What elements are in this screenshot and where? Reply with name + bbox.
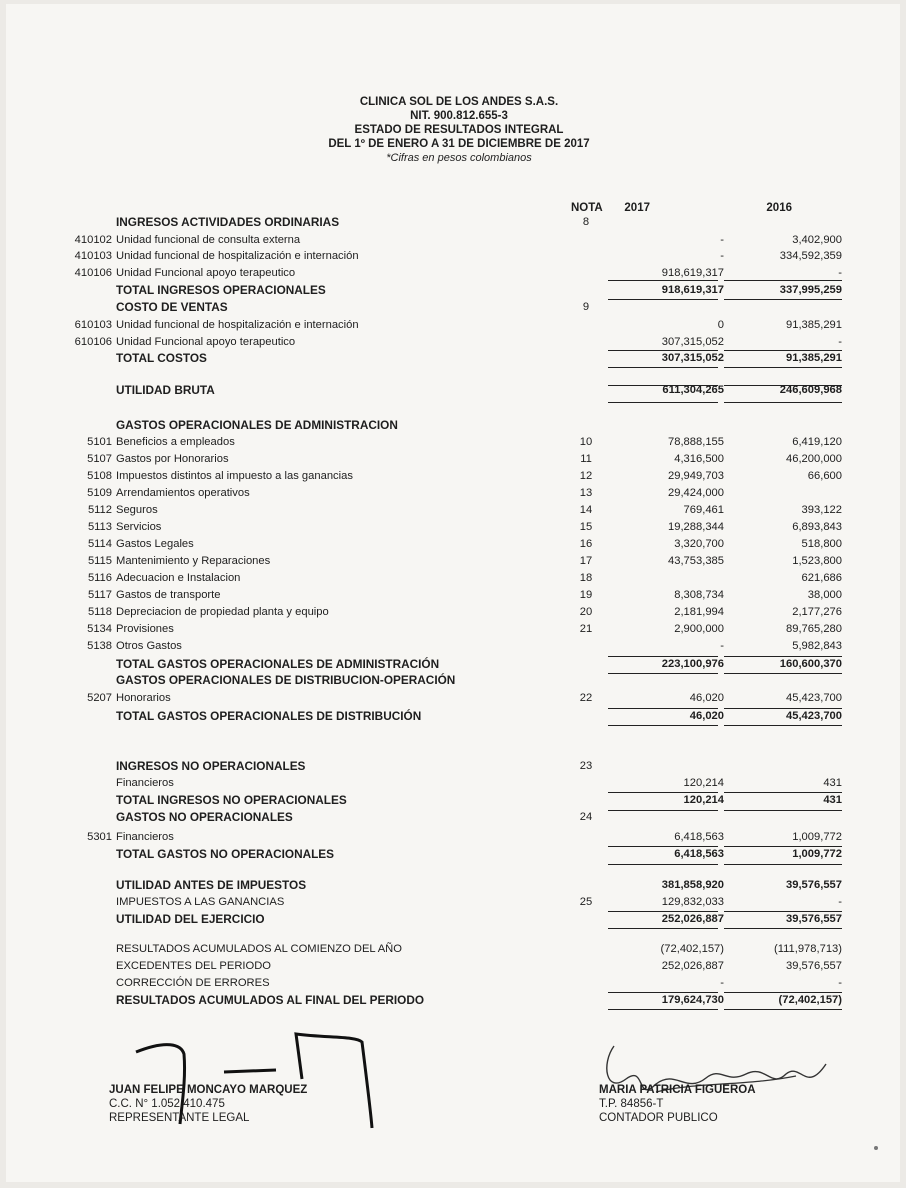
note-number: 25 (579, 896, 593, 908)
statement-row (6, 809, 906, 826)
account-label: TOTAL GASTOS NO OPERACIONALES (116, 847, 335, 861)
statement-row (6, 992, 906, 1009)
account-label: IMPUESTOS A LAS GANANCIAS (116, 896, 285, 908)
total-rule (724, 725, 842, 726)
value-2017: 129,832,033 (661, 896, 724, 908)
note-number: 12 (579, 470, 593, 482)
total-rule (724, 846, 842, 847)
account-code: 410103 (74, 250, 112, 262)
statement-row (6, 941, 906, 958)
signer-left-name: JUAN FELIPE MONCAYO MARQUEZ (109, 1084, 308, 1096)
value-2017: 6,418,563 (674, 848, 724, 860)
value-2016: 2,177,276 (792, 606, 842, 618)
account-label: Gastos de transporte (116, 589, 221, 601)
value-2017: 307,315,052 (661, 336, 724, 348)
note-number: 20 (579, 606, 593, 618)
statement-row (6, 282, 906, 299)
note-number: 16 (579, 538, 593, 550)
value-2017: 179,624,730 (661, 994, 724, 1006)
account-label: INGRESOS NO OPERACIONALES (116, 759, 306, 773)
account-label: INGRESOS ACTIVIDADES ORDINARIAS (116, 215, 340, 229)
value-2017: - (720, 234, 724, 246)
value-2016: 45,423,700 (786, 692, 842, 704)
value-2017: 120,214 (683, 777, 724, 789)
account-label: Impuestos distintos al impuesto a las ganancias (116, 470, 353, 482)
statement-row (6, 911, 906, 928)
signature-right (599, 1083, 756, 1125)
statement-row (6, 846, 906, 863)
total-rule (608, 725, 718, 726)
col-2016: 2016 (766, 202, 792, 214)
total-rule (724, 792, 842, 793)
total-rule (608, 673, 718, 674)
value-2016: 621,686 (801, 572, 842, 584)
value-2016: 39,576,557 (786, 913, 842, 925)
account-label: TOTAL INGRESOS OPERACIONALES (116, 283, 326, 297)
value-2016: - (838, 267, 842, 279)
statement-row (6, 604, 906, 621)
total-rule (724, 1009, 842, 1010)
value-2017: 19,288,344 (668, 521, 724, 533)
value-2017: 918,619,317 (661, 267, 724, 279)
value-2016: 66,600 (807, 470, 842, 482)
value-2017: 78,888,155 (668, 436, 724, 448)
account-code: 410106 (74, 267, 112, 279)
value-2017: 46,020 (689, 692, 724, 704)
value-2017: 29,949,703 (668, 470, 724, 482)
account-label: Honorarios (116, 692, 171, 704)
statement-row (6, 536, 906, 553)
note-number: 14 (579, 504, 593, 516)
note-number: 13 (579, 487, 593, 499)
total-rule (724, 911, 842, 912)
value-2017: 8,308,734 (674, 589, 724, 601)
account-code: 410102 (74, 234, 112, 246)
note-number: 10 (579, 436, 593, 448)
statement-row (6, 502, 906, 519)
value-2017: 611,304,265 (662, 384, 724, 396)
total-rule (608, 402, 718, 403)
account-label: Gastos Legales (116, 538, 194, 550)
total-rule (724, 280, 842, 281)
value-2016: 334,592,359 (779, 250, 842, 262)
account-code: 5113 (87, 521, 112, 533)
value-2017: 769,461 (683, 504, 724, 516)
account-code: 5301 (87, 831, 112, 843)
account-code: 5109 (87, 487, 112, 499)
signer-right-name: MARIA PATRICIA FIGUEROA (599, 1084, 756, 1096)
value-2017: - (720, 640, 724, 652)
account-label: Provisiones (116, 623, 174, 635)
total-rule (608, 928, 718, 929)
statement-row (6, 317, 906, 334)
value-2016: 39,576,557 (786, 879, 842, 891)
value-2016: 246,609,968 (779, 384, 842, 396)
value-2017: (72,402,157) (660, 943, 724, 955)
signature-left (109, 1083, 307, 1125)
statement-row (6, 975, 906, 992)
account-label: GASTOS OPERACIONALES DE ADMINISTRACION (116, 418, 398, 432)
value-2017: 252,026,887 (661, 913, 724, 925)
value-2016: 160,600,370 (779, 658, 842, 670)
value-2016: 39,576,557 (786, 960, 842, 972)
account-code: 610103 (74, 319, 112, 331)
company-nit: NIT. 900.812.655-3 (410, 110, 508, 122)
statement-row (6, 792, 906, 809)
account-label: GASTOS NO OPERACIONALES (116, 810, 293, 824)
col-nota: NOTA (571, 202, 603, 214)
account-label: TOTAL INGRESOS NO OPERACIONALES (116, 793, 347, 807)
value-2016: - (838, 896, 842, 908)
account-label: UTILIDAD BRUTA (116, 383, 215, 397)
col-2017: 2017 (624, 202, 650, 214)
total-rule (724, 928, 842, 929)
total-rule (724, 367, 842, 368)
value-2016: 91,385,291 (786, 352, 842, 364)
value-2016: 45,423,700 (786, 710, 842, 722)
statement-row (6, 672, 906, 689)
total-rule (724, 992, 842, 993)
account-code: 5207 (87, 692, 112, 704)
total-rule (608, 350, 718, 351)
total-rule (608, 385, 718, 386)
value-2017: 918,619,317 (661, 284, 724, 296)
account-label: EXCEDENTES DEL PERIODO (116, 960, 272, 972)
account-label: Gastos por Honorarios (116, 453, 229, 465)
total-rule (724, 673, 842, 674)
company-name: CLINICA SOL DE LOS ANDES S.A.S. (359, 96, 559, 108)
statement-row (6, 708, 906, 725)
value-2017: 223,100,976 (661, 658, 724, 670)
value-2017: 3,320,700 (674, 538, 724, 550)
value-2016: 38,000 (807, 589, 842, 601)
total-rule (724, 810, 842, 811)
statement-row (6, 829, 906, 846)
value-2016: (111,978,713) (773, 943, 842, 955)
value-2016: 6,893,843 (792, 521, 842, 533)
value-2017: 120,214 (683, 794, 724, 806)
account-label: Seguros (116, 504, 158, 516)
value-2016: 1,009,772 (792, 848, 842, 860)
account-code: 5138 (87, 640, 112, 652)
account-label: Unidad Funcional apoyo terapeutico (116, 336, 296, 348)
statement-row (6, 434, 906, 451)
value-2016: 6,419,120 (792, 436, 842, 448)
account-code: 5112 (87, 504, 112, 516)
value-2016: 431 (823, 794, 842, 806)
account-code: 5101 (87, 436, 112, 448)
note-number: 23 (579, 760, 593, 772)
value-2016: 5,982,843 (792, 640, 842, 652)
value-2017: 46,020 (689, 710, 724, 722)
signer-right-id: T.P. 84856-T (599, 1098, 664, 1110)
statement-row (6, 248, 906, 265)
statement-row (6, 877, 906, 894)
statement-row (6, 299, 906, 316)
value-2017: - (720, 250, 724, 262)
statement-row (6, 451, 906, 468)
account-label: CORRECCIÓN DE ERRORES (116, 977, 270, 989)
account-label: Beneficios a empleados (116, 436, 235, 448)
account-label: Unidad funcional de hospitalización e internación (116, 250, 359, 262)
note-number: 15 (579, 521, 593, 533)
value-2016: 1,009,772 (792, 831, 842, 843)
account-label: Unidad Funcional apoyo terapeutico (116, 267, 296, 279)
statement-row (6, 553, 906, 570)
statement-row (6, 775, 906, 792)
account-label: Unidad funcional de hospitalización e internación (116, 319, 359, 331)
total-rule (608, 280, 718, 281)
value-2016: - (838, 977, 842, 989)
value-2017: 2,181,994 (674, 606, 724, 618)
statement-row (6, 334, 906, 351)
total-rule (608, 911, 718, 912)
value-2017: 29,424,000 (668, 487, 724, 499)
note-number: 11 (580, 453, 592, 465)
account-label: Depreciacion de propiedad planta y equipo (116, 606, 329, 618)
note-number: 24 (579, 811, 593, 823)
value-2016: 1,523,800 (792, 555, 842, 567)
account-label: RESULTADOS ACUMULADOS AL COMIENZO DEL AÑO (116, 943, 402, 955)
value-2017: 6,418,563 (674, 831, 724, 843)
value-2016: - (838, 336, 842, 348)
note-number: 21 (579, 623, 593, 635)
statement-row (6, 350, 906, 367)
signer-left-id: C.C. N° 1.052.410.475 (109, 1098, 225, 1110)
account-code: 5108 (87, 470, 112, 482)
account-label: Unidad funcional de consulta externa (116, 234, 301, 246)
statement-row (6, 656, 906, 673)
account-code: 610106 (74, 336, 112, 348)
value-2017: 4,316,500 (674, 453, 724, 465)
statement-row (6, 519, 906, 536)
account-label: TOTAL COSTOS (116, 351, 207, 365)
total-rule (608, 810, 718, 811)
note-number: 17 (579, 555, 593, 567)
account-label: Otros Gastos (116, 640, 182, 652)
total-rule (608, 864, 718, 865)
value-2016: 337,995,259 (779, 284, 842, 296)
total-rule (724, 864, 842, 865)
total-rule (608, 846, 718, 847)
total-rule (724, 402, 842, 403)
account-code: 5117 (87, 589, 112, 601)
total-rule (724, 708, 842, 709)
value-2017: 252,026,887 (661, 960, 724, 972)
statement-row (6, 958, 906, 975)
account-code: 5118 (87, 606, 112, 618)
note-number: 22 (579, 692, 593, 704)
statement-row (6, 587, 906, 604)
total-rule (608, 1009, 718, 1010)
statement-row (6, 468, 906, 485)
account-label: TOTAL GASTOS OPERACIONALES DE ADMINISTRACIÓN (116, 657, 440, 671)
note-number: 8 (582, 216, 590, 228)
total-rule (724, 299, 842, 300)
value-2017: 307,315,052 (661, 352, 724, 364)
statement-row (6, 570, 906, 587)
statement-title: ESTADO DE RESULTADOS INTEGRAL (354, 124, 564, 136)
signer-left-role: REPRESENTANTE LEGAL (109, 1112, 250, 1124)
total-rule (608, 708, 718, 709)
scan-speck (874, 1146, 878, 1150)
account-label: Arrendamientos operativos (116, 487, 250, 499)
value-2016: 46,200,000 (786, 453, 842, 465)
note-number: 19 (579, 589, 593, 601)
total-rule (608, 299, 718, 300)
account-label: Financieros (116, 831, 174, 843)
value-2017: - (720, 977, 724, 989)
account-label: Financieros (116, 777, 174, 789)
value-2017: 2,900,000 (674, 623, 724, 635)
statement-row (6, 690, 906, 707)
statement-row (6, 638, 906, 655)
note-number: 18 (579, 572, 593, 584)
account-code: 5116 (87, 572, 112, 584)
statement-row (6, 621, 906, 638)
account-code: 5134 (87, 623, 112, 635)
account-code: 5114 (87, 538, 112, 550)
total-rule (724, 656, 842, 657)
note-number: 9 (582, 301, 590, 313)
value-2016: 393,122 (801, 504, 842, 516)
document-page (6, 4, 900, 1182)
account-code: 5115 (87, 555, 112, 567)
statement-row (6, 417, 906, 434)
value-2017: 43,753,385 (668, 555, 724, 567)
value-2016: 518,800 (801, 538, 842, 550)
total-rule (608, 992, 718, 993)
value-2016: 91,385,291 (786, 319, 842, 331)
value-2016: 431 (823, 777, 842, 789)
account-label: Mantenimiento y Reparaciones (116, 555, 271, 567)
total-rule (608, 656, 718, 657)
value-2017: 0 (717, 319, 724, 331)
statement-period: DEL 1º DE ENERO A 31 DE DICIEMBRE DE 2017 (328, 138, 590, 150)
statement-row (6, 214, 906, 231)
account-label: COSTO DE VENTAS (116, 300, 228, 314)
signer-right-role: CONTADOR PUBLICO (599, 1112, 718, 1124)
account-label: TOTAL GASTOS OPERACIONALES DE DISTRIBUCIÓN (116, 709, 422, 723)
value-2017: 381,858,920 (661, 879, 724, 891)
account-label: Adecuacion e Instalacion (116, 572, 241, 584)
total-rule (608, 792, 718, 793)
total-rule (608, 367, 718, 368)
account-label: UTILIDAD ANTES DE IMPUESTOS (116, 878, 307, 892)
value-2016: 3,402,900 (792, 234, 842, 246)
value-2016: 89,765,280 (786, 623, 842, 635)
account-label: Servicios (116, 521, 162, 533)
total-rule (724, 350, 842, 351)
statement-row (6, 232, 906, 249)
statement-row (6, 894, 906, 911)
statement-row (6, 758, 906, 775)
value-2016: (72,402,157) (778, 994, 842, 1006)
account-label: GASTOS OPERACIONALES DE DISTRIBUCION-OPERACIÓN (116, 673, 456, 687)
currency-note: *Cifras en pesos colombianos (386, 152, 532, 164)
total-rule (724, 385, 842, 386)
statement-row (6, 485, 906, 502)
account-label: RESULTADOS ACUMULADOS AL FINAL DEL PERIODO (116, 993, 425, 1007)
account-label: UTILIDAD DEL EJERCICIO (116, 912, 265, 926)
account-code: 5107 (87, 453, 112, 465)
